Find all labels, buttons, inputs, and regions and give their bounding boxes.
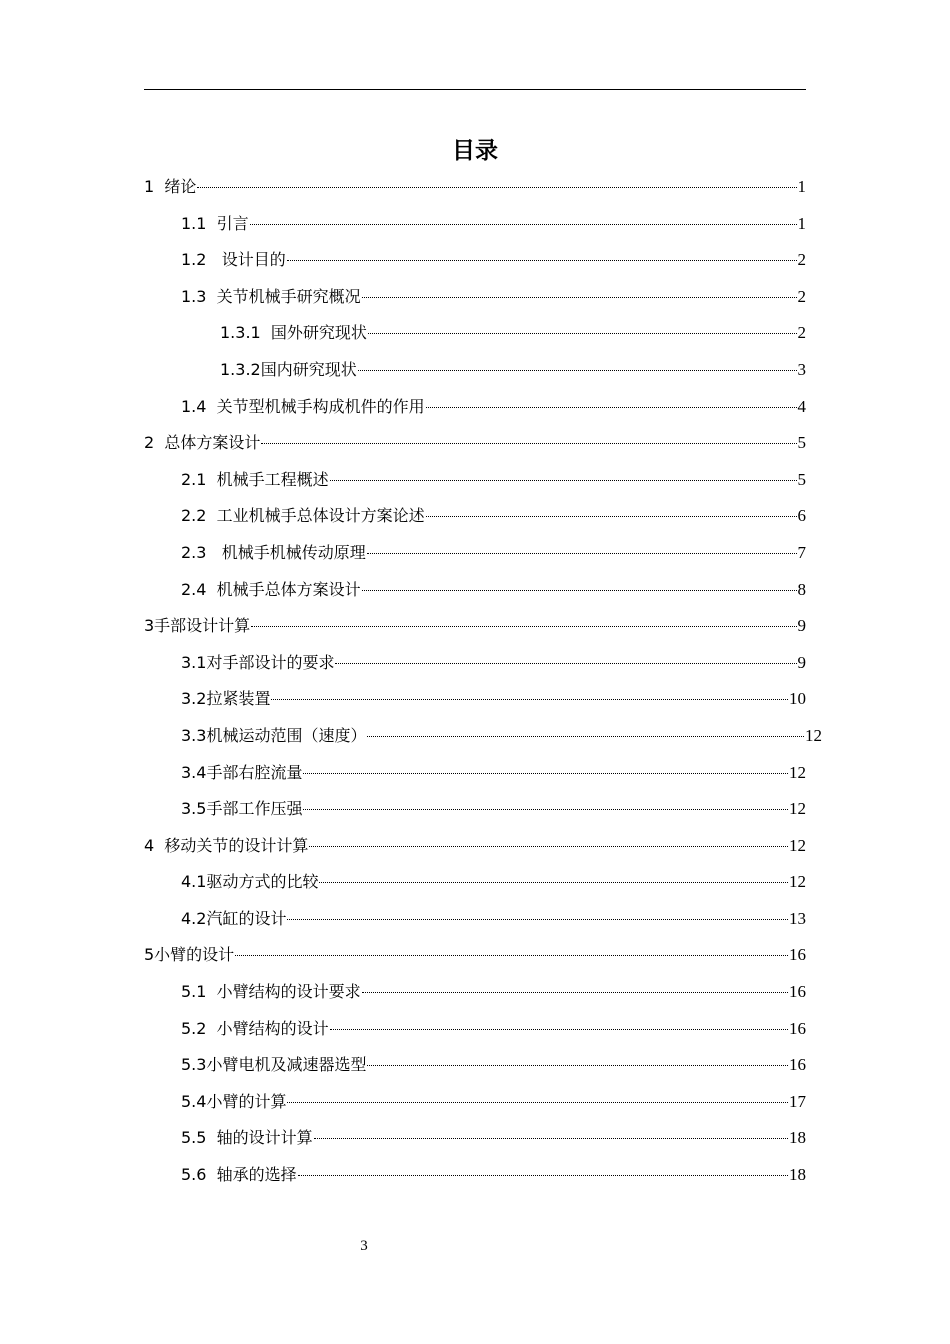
toc-entry-label: 5.2 小臂结构的设计 bbox=[181, 1018, 329, 1038]
toc-entry[interactable] bbox=[144, 864, 806, 901]
toc-dot-leader bbox=[314, 1137, 788, 1139]
toc-dot-leader bbox=[426, 406, 797, 408]
toc-dot-leader bbox=[303, 772, 788, 774]
toc-entry[interactable] bbox=[144, 1084, 806, 1121]
toc-entry-label: 5.5 轴的设计计算 bbox=[181, 1128, 313, 1148]
toc-entry-label: 2.4 机械手总体方案设计 bbox=[181, 579, 361, 599]
toc-dot-leader bbox=[330, 1028, 788, 1030]
toc-dot-leader bbox=[426, 515, 797, 517]
toc-entry-label: 3.2拉紧装置 bbox=[181, 689, 271, 709]
toc-entry-page: 9 bbox=[797, 616, 806, 636]
toc-entry-page: 12 bbox=[789, 762, 806, 782]
toc-entry[interactable] bbox=[144, 1157, 806, 1194]
toc-dot-leader bbox=[367, 1064, 788, 1066]
toc-dot-leader bbox=[330, 479, 797, 481]
toc-entry-page: 5 bbox=[797, 433, 806, 453]
toc-entry-page: 12 bbox=[789, 872, 806, 892]
toc-entry[interactable] bbox=[144, 608, 806, 645]
toc-entry[interactable] bbox=[144, 974, 806, 1011]
toc-entry-page: 6 bbox=[797, 506, 806, 526]
toc-dot-leader bbox=[287, 1101, 788, 1103]
toc-entry-page: 2 bbox=[797, 250, 806, 270]
toc-entry-page: 8 bbox=[797, 579, 806, 599]
page-number: 3 bbox=[360, 1238, 368, 1254]
toc-entry[interactable] bbox=[144, 901, 806, 938]
toc-entry[interactable] bbox=[144, 535, 806, 572]
toc-dot-leader bbox=[362, 589, 797, 591]
toc-title: 目录 bbox=[452, 138, 498, 164]
toc-entry-page: 16 bbox=[789, 1018, 806, 1038]
toc-entry-label: 1.1 引言 bbox=[181, 213, 249, 233]
toc-dot-leader bbox=[197, 186, 796, 188]
toc-entry-page: 12 bbox=[789, 799, 806, 819]
toc-entry-page: 3 bbox=[797, 359, 806, 379]
toc-dot-leader bbox=[367, 552, 797, 554]
toc-dot-leader bbox=[367, 735, 804, 737]
toc-entry-label: 1 绪论 bbox=[144, 177, 197, 196]
toc-entry-page: 1 bbox=[797, 177, 806, 196]
toc-entry[interactable] bbox=[144, 572, 806, 609]
toc-entry[interactable] bbox=[144, 937, 806, 974]
toc-entry[interactable] bbox=[144, 1011, 806, 1048]
toc-dot-leader bbox=[303, 808, 788, 810]
toc-entry-label: 3.1对手部设计的要求 bbox=[181, 652, 335, 672]
toc-entry[interactable] bbox=[144, 279, 806, 316]
toc-entry-page: 13 bbox=[789, 908, 806, 928]
toc-entry-label: 1.3.1 国外研究现状 bbox=[220, 323, 367, 343]
toc-entry-label: 2.1 机械手工程概述 bbox=[181, 469, 329, 489]
toc-dot-leader bbox=[309, 845, 788, 847]
toc-entry[interactable] bbox=[144, 1120, 806, 1157]
toc-entry[interactable] bbox=[144, 498, 806, 535]
toc-entry-label: 3.4手部右腔流量 bbox=[181, 762, 303, 782]
toc-dot-leader bbox=[287, 918, 788, 920]
toc-entry[interactable] bbox=[144, 315, 806, 352]
toc-entry[interactable] bbox=[144, 206, 806, 243]
toc-dot-leader bbox=[358, 369, 797, 371]
toc-entry-page: 2 bbox=[797, 286, 806, 306]
toc-dot-leader bbox=[287, 259, 797, 261]
toc-entry-label: 4 移动关节的设计计算 bbox=[144, 835, 309, 855]
toc-entry[interactable] bbox=[144, 352, 806, 389]
toc-entry-page: 12 bbox=[805, 725, 822, 745]
toc-entry[interactable] bbox=[144, 462, 806, 499]
toc-entry-page: 9 bbox=[797, 652, 806, 672]
toc-dot-leader bbox=[251, 625, 796, 627]
toc-entry-label: 5小臂的设计 bbox=[144, 945, 235, 965]
toc-entry-label: 1.3.2国内研究现状 bbox=[220, 359, 357, 379]
toc-entry[interactable] bbox=[144, 755, 806, 792]
toc-entry[interactable] bbox=[144, 718, 822, 755]
toc-entry-label: 5.1 小臂结构的设计要求 bbox=[181, 982, 361, 1002]
toc-dot-leader bbox=[250, 223, 797, 225]
toc-entry-label: 5.3小臂电机及减速器选型 bbox=[181, 1055, 367, 1075]
toc-entry-label: 2 总体方案设计 bbox=[144, 433, 261, 453]
toc-entry-page: 12 bbox=[789, 835, 806, 855]
toc-entry[interactable] bbox=[144, 389, 806, 426]
toc-entry-label: 4.2汽缸的设计 bbox=[181, 908, 287, 928]
toc-entry-label: 3.5手部工作压强 bbox=[181, 799, 303, 819]
toc-entry-page: 10 bbox=[789, 689, 806, 709]
toc-entry-page: 17 bbox=[789, 1091, 806, 1111]
toc-dot-leader bbox=[271, 698, 788, 700]
toc-entry-page: 1 bbox=[797, 213, 806, 233]
toc-dot-leader bbox=[235, 954, 788, 956]
toc-entry[interactable] bbox=[144, 425, 806, 462]
toc-entry-page: 16 bbox=[789, 945, 806, 965]
toc-entry[interactable] bbox=[144, 828, 806, 865]
toc-entry-page: 16 bbox=[789, 1055, 806, 1075]
toc-entry[interactable] bbox=[144, 791, 806, 828]
toc-list bbox=[144, 169, 822, 1194]
toc-entry[interactable] bbox=[144, 1047, 806, 1084]
toc-dot-leader bbox=[368, 332, 797, 334]
toc-dot-leader bbox=[335, 662, 796, 664]
toc-entry[interactable] bbox=[144, 645, 806, 682]
toc-entry-label: 2.3 机械手机械传动原理 bbox=[181, 542, 366, 562]
toc-entry[interactable] bbox=[144, 242, 806, 279]
toc-dot-leader bbox=[319, 881, 788, 883]
toc-entry-page: 5 bbox=[797, 469, 806, 489]
toc-entry[interactable] bbox=[144, 681, 806, 718]
toc-entry-label: 2.2 工业机械手总体设计方案论述 bbox=[181, 506, 425, 526]
toc-entry[interactable] bbox=[144, 169, 806, 206]
toc-dot-leader bbox=[362, 991, 788, 993]
toc-entry-page: 18 bbox=[789, 1128, 806, 1148]
header-rule bbox=[144, 89, 806, 90]
toc-entry-label: 3.3机械运动范围（速度） bbox=[181, 725, 367, 745]
toc-entry-page: 4 bbox=[797, 396, 806, 416]
toc-entry-page: 7 bbox=[797, 542, 806, 562]
toc-entry-label: 3手部设计计算 bbox=[144, 616, 251, 636]
toc-entry-label: 5.6 轴承的选择 bbox=[181, 1165, 297, 1185]
toc-entry-label: 1.4 关节型机械手构成机件的作用 bbox=[181, 396, 425, 416]
toc-entry-label: 1.3 关节机械手研究概况 bbox=[181, 286, 361, 306]
toc-entry-label: 4.1驱动方式的比较 bbox=[181, 872, 319, 892]
toc-entry-label: 1.2 设计目的 bbox=[181, 250, 286, 270]
toc-entry-page: 18 bbox=[789, 1165, 806, 1185]
toc-entry-page: 2 bbox=[797, 323, 806, 343]
toc-entry-page: 16 bbox=[789, 982, 806, 1002]
toc-dot-leader bbox=[362, 296, 797, 298]
toc-dot-leader bbox=[261, 442, 796, 444]
toc-entry-label: 5.4小臂的计算 bbox=[181, 1091, 287, 1111]
toc-dot-leader bbox=[298, 1174, 788, 1176]
